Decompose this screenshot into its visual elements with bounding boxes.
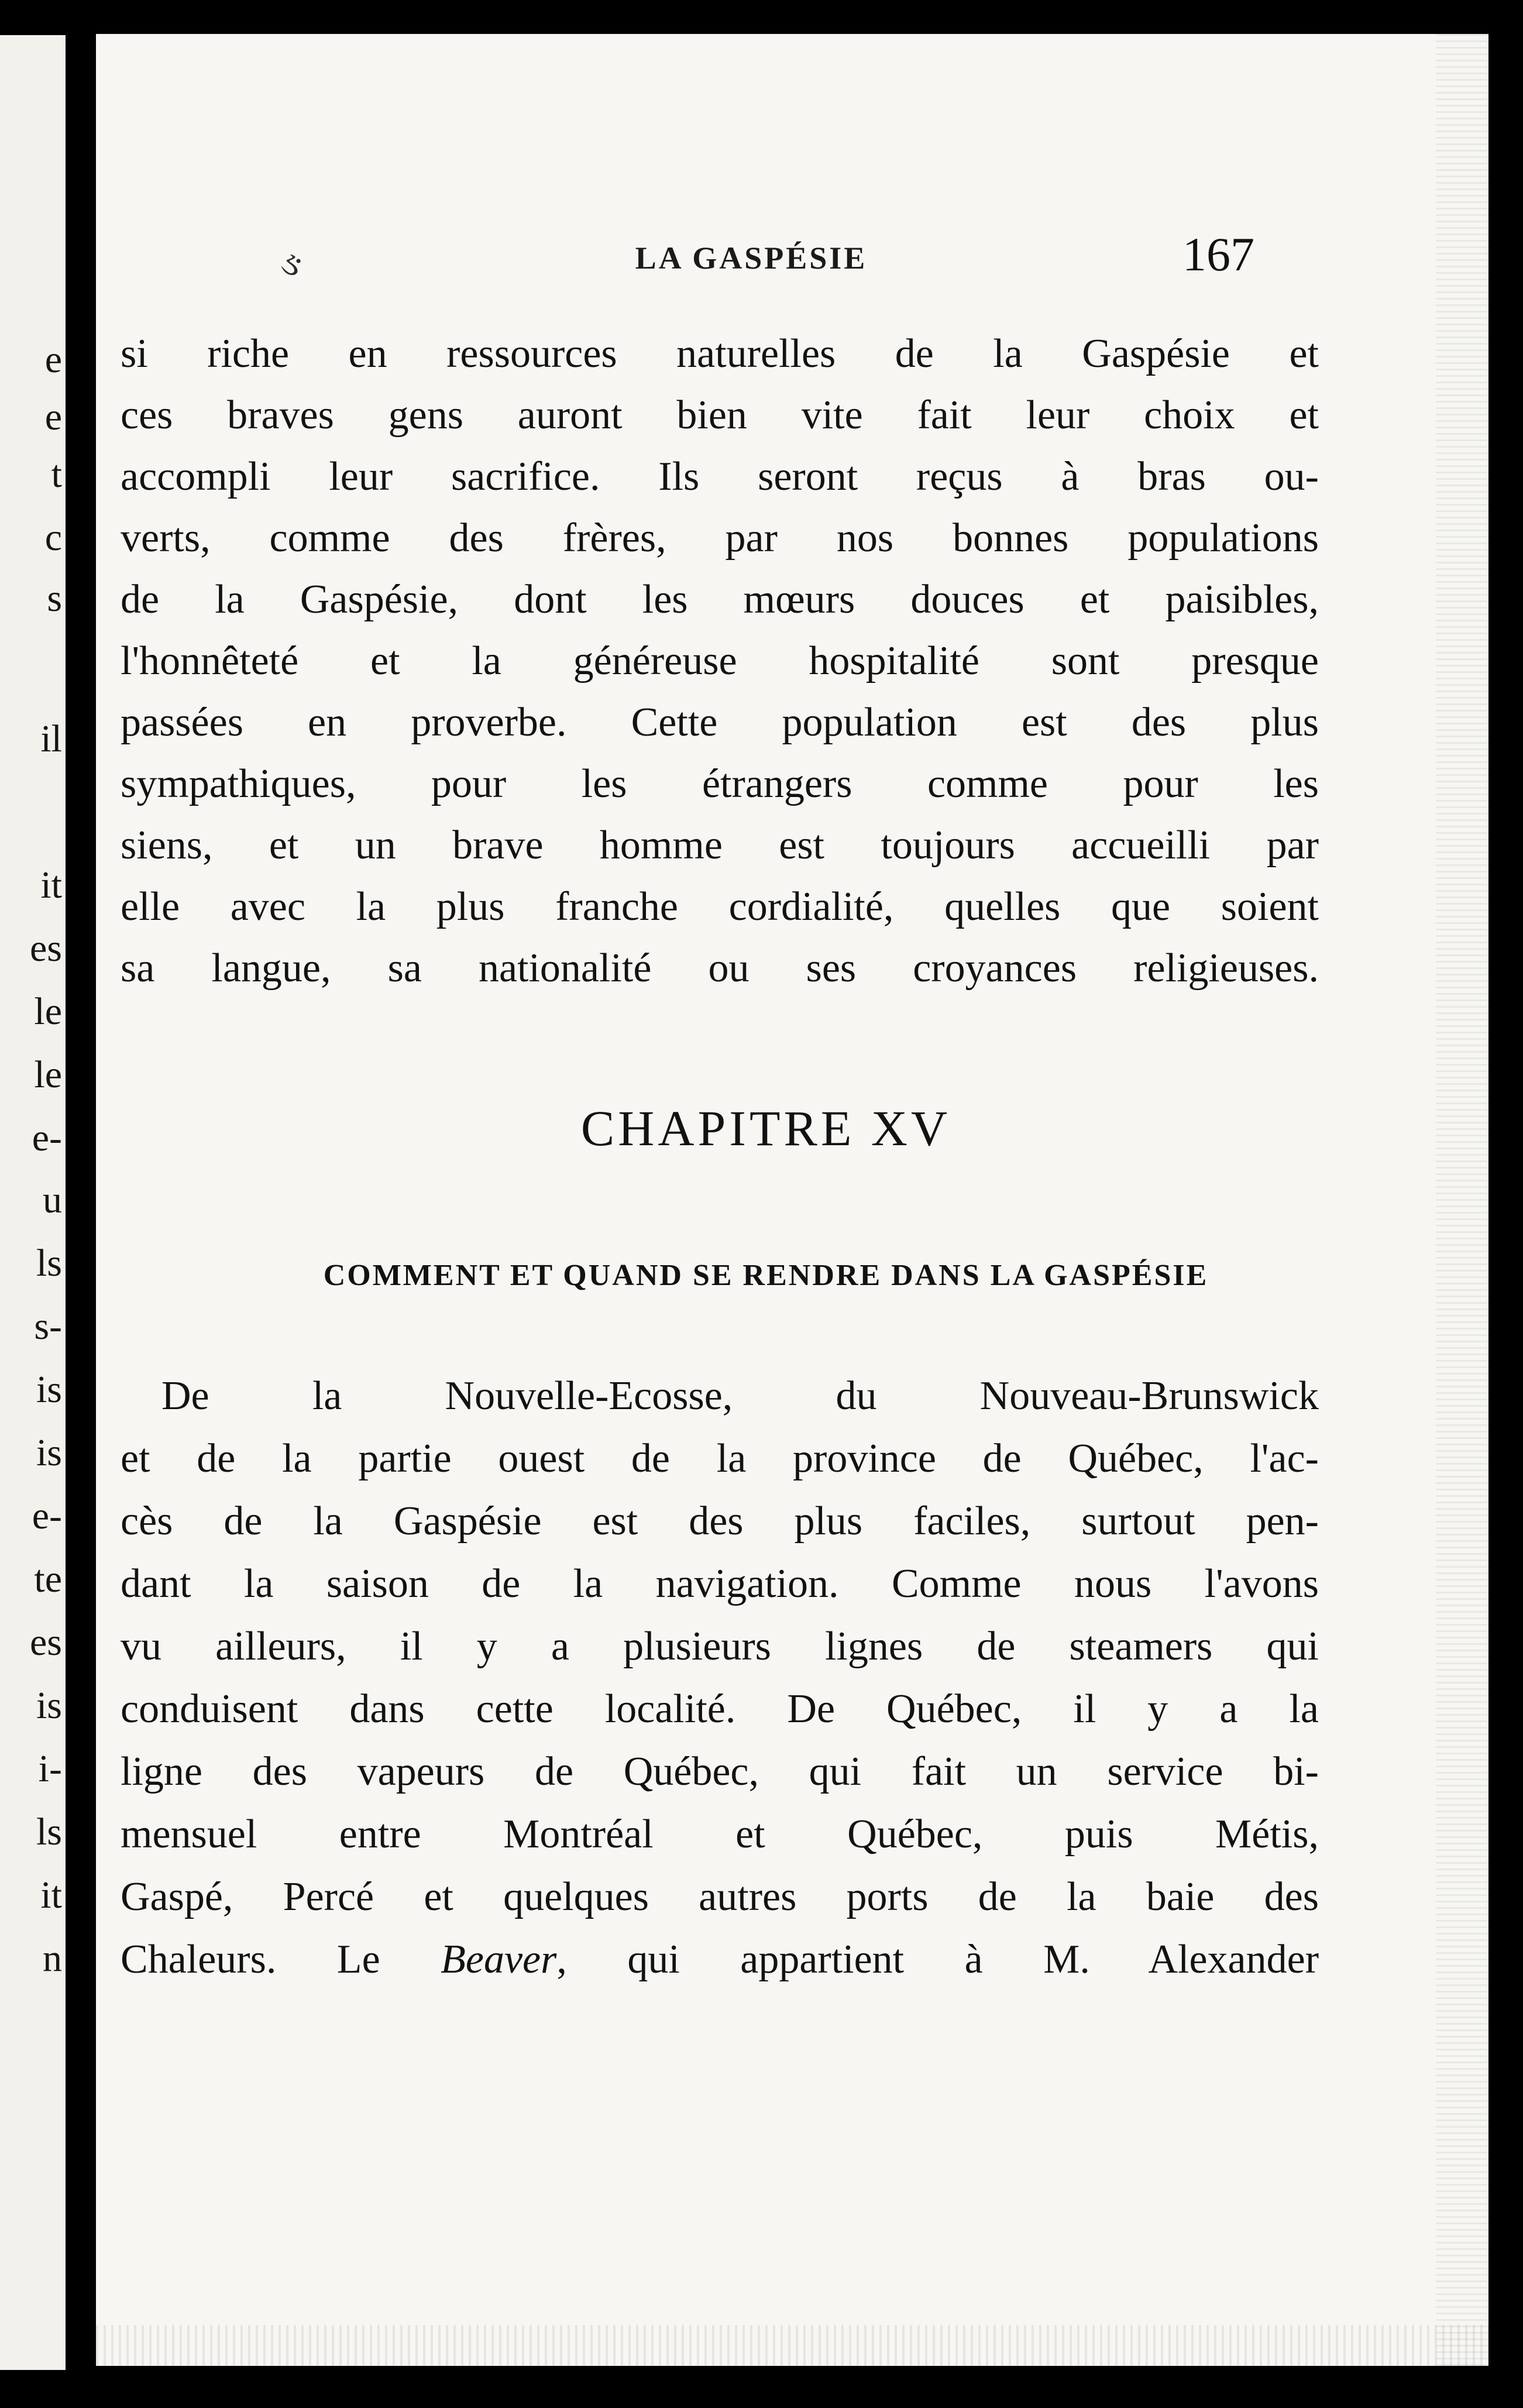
facing-page-fragment: e (44, 396, 62, 438)
text-line: et de la partie ouest de la province de Québec, l'ac- (121, 1436, 1319, 1481)
text-line: siens, et un brave homme est toujours accueilli par (121, 823, 1319, 868)
facing-page-fragment: il (40, 717, 62, 760)
text-line: conduisent dans cette localité. De Québec, il y a la (121, 1686, 1319, 1732)
text-line: l'honnêteté et la généreuse hospitalité sont presque (121, 638, 1319, 683)
facing-page-fragment: te (34, 1558, 62, 1600)
facing-page-fragment: e- (32, 1495, 62, 1537)
text-line: De la Nouvelle-Ecosse, du Nouveau-Brunswick (161, 1373, 1319, 1418)
facing-page-fragment: es (30, 927, 62, 970)
chapter-heading: CHAPITRE XV (580, 1100, 951, 1156)
ship-name-italic: Beaver (441, 1937, 557, 1982)
facing-page-fragment: is (36, 1684, 62, 1727)
chapter-paragraph (121, 1365, 1319, 1991)
text-line: ligne des vapeurs de Québec, qui fait un service bi- (121, 1749, 1319, 1794)
text-line: accompli leur sacrifice. Ils seront reçus à bras ou- (121, 454, 1319, 499)
running-header (96, 227, 1488, 291)
facing-page-fragment: es (30, 1621, 62, 1664)
facing-page-fragment: i- (38, 1747, 62, 1790)
facing-page-fragment: le (34, 1053, 62, 1096)
facing-page-fragment: e- (32, 1117, 62, 1159)
text-line: mensuel entre Montréal et Québec, puis Métis, (121, 1812, 1319, 1857)
facing-page-fragment: e (44, 338, 62, 381)
facing-page-edge (0, 35, 66, 2370)
text-run: , qui appartient à M. Alexander (556, 1937, 1319, 1982)
text-line: si riche en ressources naturelles de la Gaspésie et (121, 331, 1319, 376)
text-line: ces braves gens auront bien vite fait leur choix et (121, 393, 1319, 438)
facing-page-fragment: u (43, 1179, 62, 1221)
page-number: 167 (1182, 228, 1254, 281)
text-run: Chaleurs. Le (121, 1937, 441, 1982)
text-line: vu ailleurs, il y a plusieurs lignes de steamers qui (121, 1624, 1319, 1669)
text-line: sa langue, sa nationalité ou ses croyances religieuses. (121, 946, 1319, 991)
text-line: verts, comme des frères, par nos bonnes populations (121, 516, 1319, 561)
book-gutter (66, 0, 96, 2408)
facing-page-fragment: is (36, 1431, 62, 1474)
text-line: cès de la Gaspésie est des plus faciles, surtout pen- (121, 1499, 1319, 1544)
text-line: sympathiques, pour les étrangers comme pour les (121, 761, 1319, 806)
text-line: elle avec la plus franche cordialité, quelles que soient (121, 884, 1319, 929)
chapter-subheading: COMMENT ET QUAND SE RENDRE DANS LA GASPÉSIE (323, 1259, 1209, 1292)
facing-page-fragment: ls (36, 1811, 62, 1853)
facing-page-fragment: s- (34, 1305, 62, 1348)
facing-page-fragment: c (44, 516, 62, 559)
text-line-last (121, 1928, 1319, 1991)
page-sheet (96, 34, 1488, 2366)
facing-page-fragment: s (47, 577, 62, 620)
text-line: de la Gaspésie, dont les mœurs douces et paisibles, (121, 577, 1319, 622)
printer-ornament-icon: ઙ (280, 243, 302, 283)
scan-noise-bottom (96, 2325, 1488, 2366)
text-line: passées en proverbe. Cette population est des plus (121, 700, 1319, 745)
facing-page-fragment: n (43, 1937, 62, 1980)
text-line: dant la saison de la navigation. Comme nous l'avons (121, 1561, 1319, 1606)
facing-page-fragment: it (40, 1874, 62, 1916)
running-title: LA GASPÉSIE (635, 241, 868, 276)
facing-page-fragment: it (40, 864, 62, 906)
facing-page-fragment: ls (36, 1242, 62, 1284)
facing-page-fragment: le (34, 990, 62, 1033)
text-line: Gaspé, Percé et quelques autres ports de la baie des (121, 1874, 1319, 1919)
scan-noise-edge (1436, 34, 1488, 2366)
facing-page-fragment: t (51, 453, 62, 496)
facing-page-fragment: is (36, 1368, 62, 1411)
paragraph-continued (121, 323, 1319, 999)
